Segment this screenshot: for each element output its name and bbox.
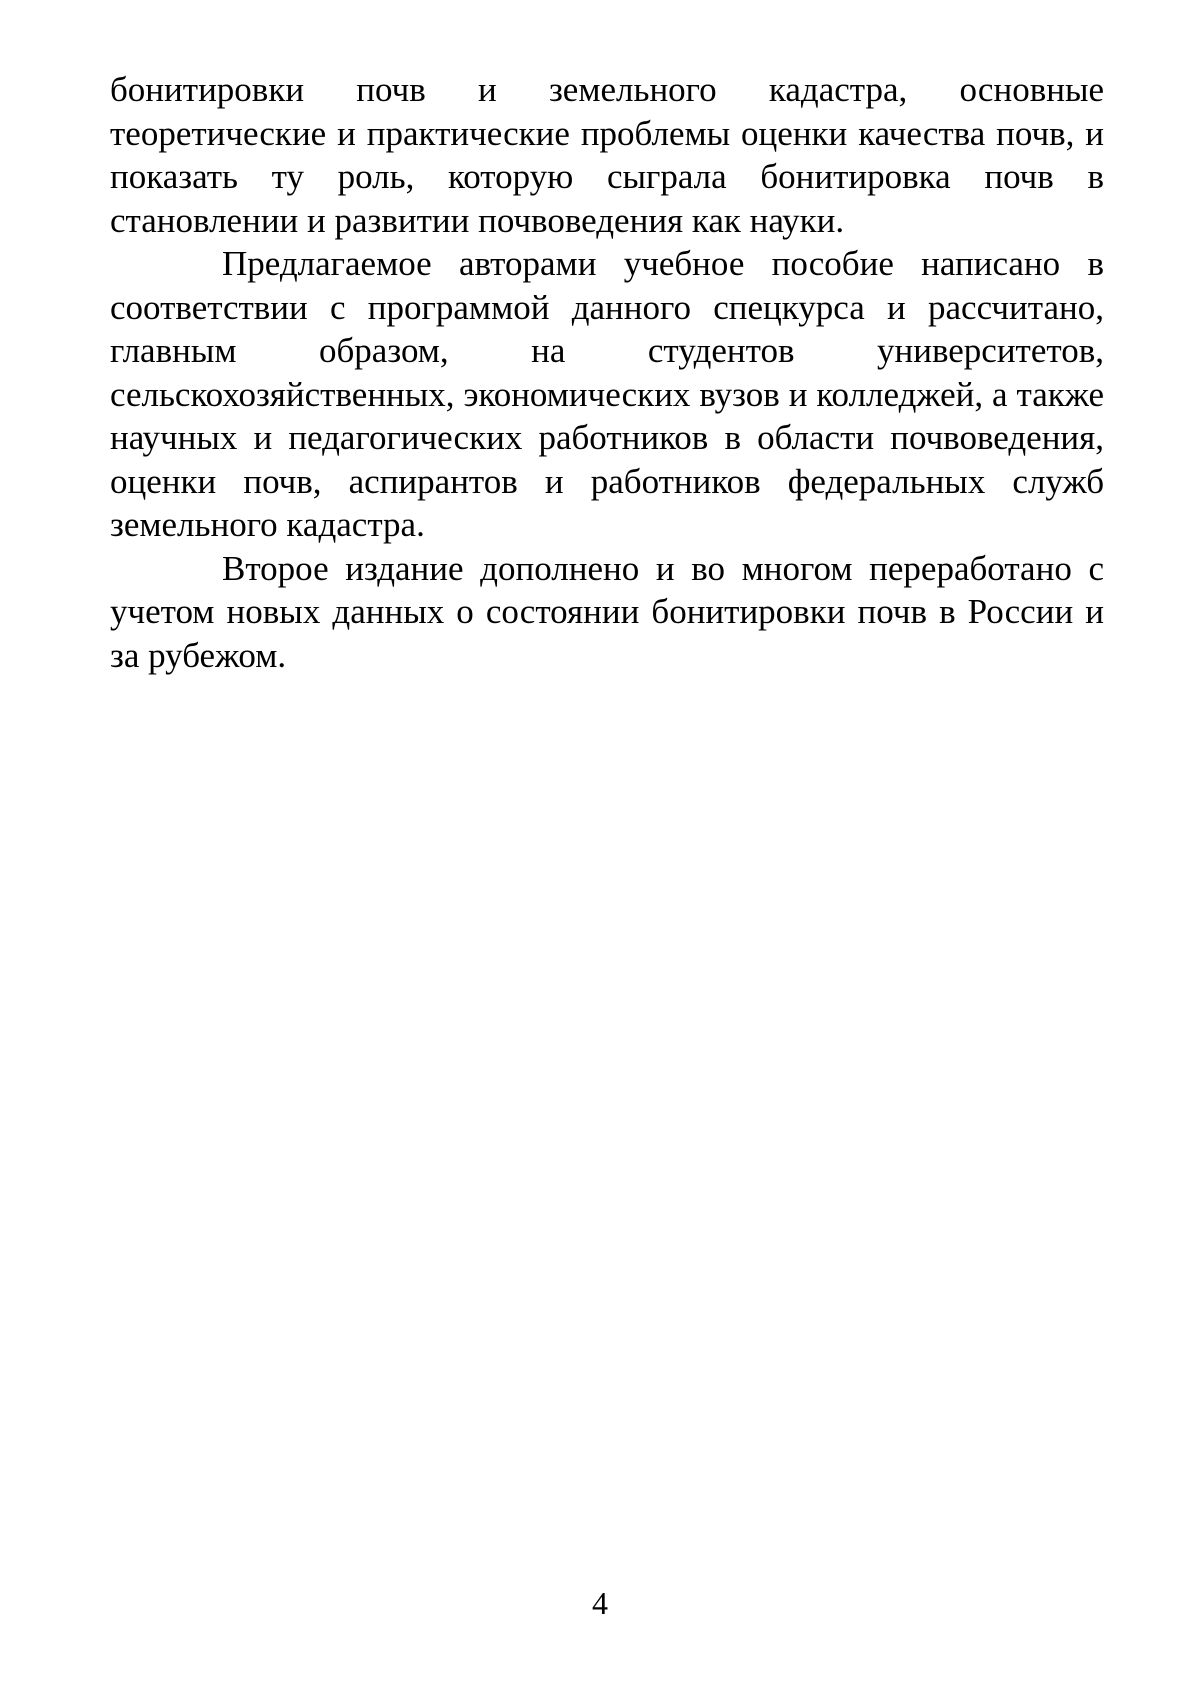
- body-text: [110, 68, 1104, 677]
- paragraph-continuation: бонитировки почв и земельного кадастра, основные теоретические и практические проблемы оценки качества почв, и показать ту роль, которую сыграла бонитировка почв в становлении и развитии почвоведения как науки.: [110, 70, 1104, 240]
- paragraph-textbook-description: Предлагаемое авторами учебное пособие написано в соответствии с программой данного спецкурса и рассчитано, главным образом, на студентов университетов, сельскохозяйственных, экономических вузов и колледжей, а также научных и педагогических работников в области почвоведения, оценки почв, аспирантов и работников федеральных служб земельного кадастра.: [110, 244, 1104, 544]
- page-number: 4: [592, 1585, 608, 1621]
- paragraph-second-edition: Второе издание дополнено и во многом переработано с учетом новых данных о состоянии бонитировки почв в России и за рубежом.: [110, 548, 1104, 675]
